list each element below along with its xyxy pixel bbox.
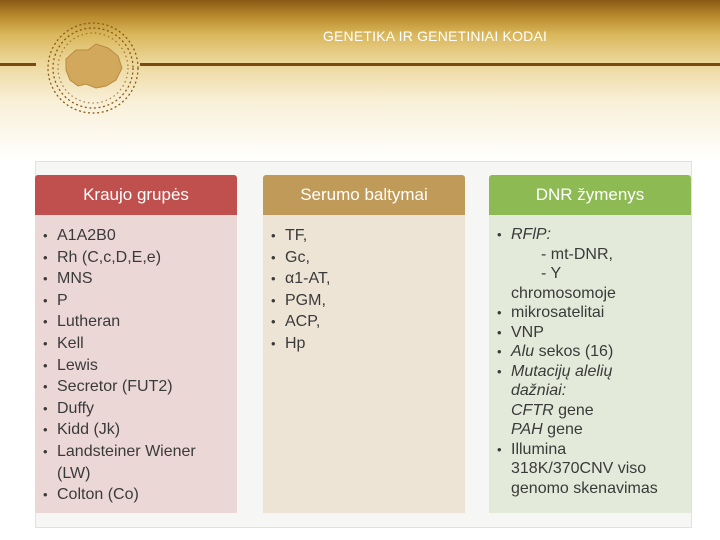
list-item: • Secretor (FUT2) — [43, 376, 231, 398]
list-item: • VNP — [497, 323, 685, 343]
list-item: • mikrosatelitai — [497, 303, 685, 323]
list-item-emphasis: Alu — [511, 343, 535, 360]
list-item-emphasis: CFTR — [511, 401, 554, 419]
list-item-line: - mt-DNR, — [541, 245, 613, 263]
column-serum-proteins — [263, 175, 465, 513]
list-item-line: • Mutacijų alelių — [511, 362, 613, 380]
list-item: • Duffy — [43, 398, 231, 420]
header-divider — [140, 63, 720, 66]
list-item: • MNS — [43, 268, 231, 290]
list-item-line: - Y — [541, 265, 562, 282]
column-body — [35, 215, 237, 513]
header-divider-left — [0, 63, 36, 66]
column-heading: Kraujo grupės — [35, 175, 237, 215]
list-item: • P — [43, 290, 231, 312]
list-item: • Kell — [43, 333, 231, 355]
list-item: • TF, — [271, 225, 459, 247]
list-item — [497, 225, 685, 303]
list-item-line: • RFlP: — [511, 226, 551, 243]
list-item-line: chromosomoje — [511, 284, 616, 302]
column-blood-groups — [35, 175, 237, 513]
list-item: • Gc, — [271, 247, 459, 269]
list-item: • Hp — [271, 333, 459, 355]
list-item: • Colton (Co) — [43, 484, 231, 506]
lithuania-dna-logo-icon — [36, 14, 150, 122]
list-item-emphasis: PAH — [511, 421, 543, 438]
list-item: • PGM, — [271, 290, 459, 312]
list-item — [497, 362, 685, 440]
list-item: • Lewis — [43, 355, 231, 377]
list-item-line: genomo skenavimas — [511, 479, 658, 497]
list-item-line — [511, 420, 685, 440]
list-item-line: (LW) — [57, 464, 91, 482]
list-item — [43, 441, 231, 484]
list-item-line: • Landsteiner Wiener — [57, 442, 196, 460]
column-heading: DNR žymenys — [489, 175, 691, 215]
list-item: • ACP, — [271, 311, 459, 333]
list-item: • α1-AT, — [271, 268, 459, 290]
list-item — [497, 440, 685, 499]
list-item-text: sekos (16) — [534, 343, 614, 360]
list-item: • Lutheran — [43, 311, 231, 333]
column-body — [263, 215, 465, 513]
list-item-line: 318K/370CNV viso — [511, 460, 647, 477]
column-body — [489, 215, 691, 513]
list-item-text: gene — [542, 421, 583, 438]
list-item: • Rh (C,c,D,E,e) — [43, 247, 231, 269]
column-heading: Serumo baltymai — [263, 175, 465, 215]
list-item-line: dažniai: — [511, 382, 567, 399]
list-item-line — [511, 401, 685, 421]
list-item-line: • Illumina — [511, 440, 567, 458]
list-item: • A1A2B0 — [43, 225, 231, 247]
list-item-text: gene — [553, 401, 594, 419]
list-item: • Kidd (Jk) — [43, 419, 231, 441]
page-title: GENETIKA IR GENETINIAI KODAI — [322, 28, 548, 44]
list-item — [497, 342, 685, 362]
column-dna-markers — [489, 175, 691, 513]
